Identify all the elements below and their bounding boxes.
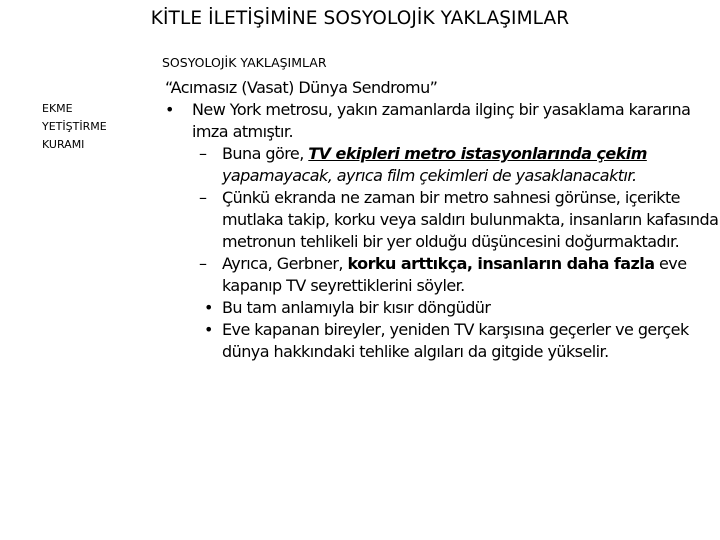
bullet-item-1 xyxy=(165,99,720,143)
dash-item-2-text: Çünkü ekranda ne zaman bir metro sahnesi görünse, içerikte mutlaka takip, korku veya saldırı bulunmakta, insanların kafasında metronun tehlikeli bir yer olduğu düşüncesini doğurmaktadır. xyxy=(222,188,719,251)
sidebar-theory-label xyxy=(42,100,142,154)
dash-marker: – xyxy=(199,254,207,273)
sub-bullet-item-2 xyxy=(165,319,720,363)
slide-subtitle: SOSYOLOJİK YAKLAŞIMLAR xyxy=(162,55,327,70)
sidebar-line-2: YETİŞTİRME xyxy=(42,120,107,133)
bullet-marker: • xyxy=(204,298,213,317)
dash-item-3 xyxy=(165,253,720,297)
dash-item-3-pre: Ayrıca, Gerbner, xyxy=(222,254,348,273)
dash-item-3-bold: korku arttıkça, insanların daha fazla xyxy=(347,254,655,273)
sidebar-line-1: EKME xyxy=(42,102,73,115)
bullet-marker: • xyxy=(204,320,213,339)
dash-marker: – xyxy=(199,188,207,207)
content-heading: “Acımasız (Vasat) Dünya Sendromu” xyxy=(165,78,438,97)
dash-item-1 xyxy=(165,143,720,187)
dash-item-2 xyxy=(165,187,720,253)
sub-bullet-item-1-text: Bu tam anlamıyla bir kısır döngüdür xyxy=(222,298,491,317)
bullet-marker: • xyxy=(165,100,174,119)
bullet-item-1-text: New York metrosu, yakın zamanlarda ilginç bir yasaklama kararına imza atmıştır. xyxy=(192,100,691,141)
dash-marker: – xyxy=(199,144,207,163)
sub-bullet-item-1 xyxy=(165,297,720,319)
sidebar-line-3: KURAMI xyxy=(42,138,85,151)
sub-bullet-item-2-text: Eve kapanan bireyler, yeniden TV karşısına geçerler ve gerçek dünya hakkındaki tehlike algıları da gitgide yükselir. xyxy=(222,320,689,361)
slide-title: KİTLE İLETİŞİMİNE SOSYOLOJİK YAKLAŞIMLAR xyxy=(150,8,570,29)
main-content xyxy=(165,77,720,363)
dash-item-3-post: eve kapanıp TV seyrettiklerini söyler. xyxy=(222,254,687,295)
dash-item-1-post: yapamayacak, ayrıca film çekimleri de yasaklanacaktır. xyxy=(222,166,637,185)
dash-item-1-emphasis: TV ekipleri metro istasyonlarında çekim xyxy=(308,144,647,163)
dash-item-1-pre: Buna göre, xyxy=(222,144,309,163)
